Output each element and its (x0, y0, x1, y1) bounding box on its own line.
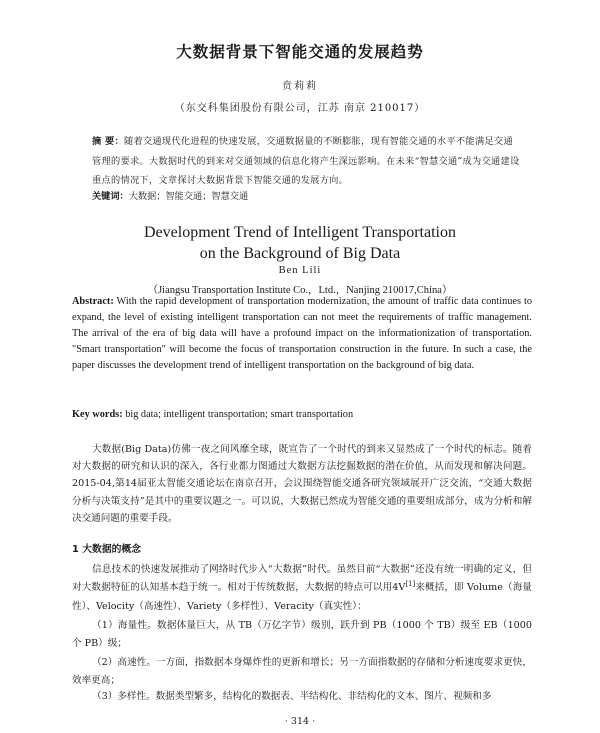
chinese-affiliation: （东交科集团股份有限公司，江苏 南京 210017） (174, 103, 426, 114)
citation-ref: [1] (405, 580, 416, 589)
chinese-keywords-label: 关键词： (92, 191, 129, 202)
chinese-author: 贲莉莉 (282, 81, 318, 92)
chinese-keywords (92, 190, 520, 204)
english-affiliation: （Jiangsu Transportation Institute Co.，Ltd.，Nanjing 210017,China） (147, 285, 453, 296)
body-paragraph-2-text-a: 信息技术的快速发展推动了网络时代步入“大数据”时代。虽然目前“大数据”还没有统一明确的定义，但对大数据特征的认知基本趋于统一。相对于传统数据，大数据的特点可以用4V (72, 564, 532, 594)
list-item-velocity: （2）高速性。一方面，指数据本身爆炸性的更新和增长；另一方面指数据的存储和分析速度要求更快，效率更高； (72, 657, 532, 687)
english-keywords-text: big data; intelligent transportation; smart transportation (122, 409, 354, 420)
chinese-keywords-text: 大数据；智能交通；智慧交通 (128, 191, 249, 202)
body-paragraph-1: 大数据(Big Data)仿佛一夜之间风靡全球，既宣告了一个时代的到来又显然成了一个时代的标志。随着对大数据的研究和认识的深入，各行业都力图通过大数据方法挖掘数据的潜在价值，从而发现和解决问题。2015-04,第14届亚太智能交通论坛在南京召开，会议围绕智能交通各研究领域展开广泛交流，“交通大数据分析与决策支持”是其中的重要议题之一。可以说，大数据已然成为智能交通的重要组成部分，成为分析和解决交通问题的重要手段。 (72, 444, 532, 524)
body-paragraph-2 (72, 561, 532, 616)
english-keywords (72, 408, 532, 422)
english-author: Ben Lili (278, 265, 322, 276)
english-abstract (72, 294, 532, 374)
list-item-volume: （1）海量性。数据体量巨大，从 TB（万亿字节）级别，跃升到 PB（1000 个 TB）级至 EB（1000个 PB）级； (72, 620, 532, 650)
english-abstract-label: Abstract: (72, 296, 114, 307)
chinese-abstract (92, 132, 520, 191)
page-number: · 314 · (284, 716, 316, 727)
chinese-title: 大数据背景下智能交通的发展趋势 (176, 43, 424, 61)
chinese-abstract-label: 摘 要： (92, 136, 124, 147)
english-title-line-2: on the Background of Big Data (199, 245, 401, 262)
english-keywords-label: Key words: (72, 409, 123, 420)
list-item-variety: （3）多样性。数据类型繁多，结构化的数据表、半结构化、非结构化的文本、图片、视频和多 (92, 691, 492, 702)
english-abstract-text: With the rapid development of transportation modernization, the amount of traffic data continues to expand, the level of existing intelligent transportation can not meet the requirements of traffic management. The arrival of the era of big data will have a profound impact on the informationization of transportation. "Smart transportation" will become the focus of transportation construction in the future. In such a case, the paper discusses the development trend of intelligent transportation on the background of big data. (72, 296, 532, 371)
english-title (0, 222, 600, 264)
english-title-line-1: Development Trend of Intelligent Transportation (144, 224, 456, 241)
section-heading-1: 1 大数据的概念 (72, 544, 142, 555)
chinese-abstract-text: 随着交通现代化进程的快速发展，交通数据量的不断膨胀，现有智能交通的水平不能满足交通管理的要求。大数据时代的到来对交通领域的信息化将产生深远影响。在未来“智慧交通”成为交通建设重点的情况下，文章探讨大数据背景下智能交通的发展方向。 (92, 136, 520, 186)
body-paragraph-2-text-b: 来概括，即 Volume（海量性）、Velocity（高速性）、Variety（多样性）、Veracity（真实性）： (72, 582, 532, 612)
